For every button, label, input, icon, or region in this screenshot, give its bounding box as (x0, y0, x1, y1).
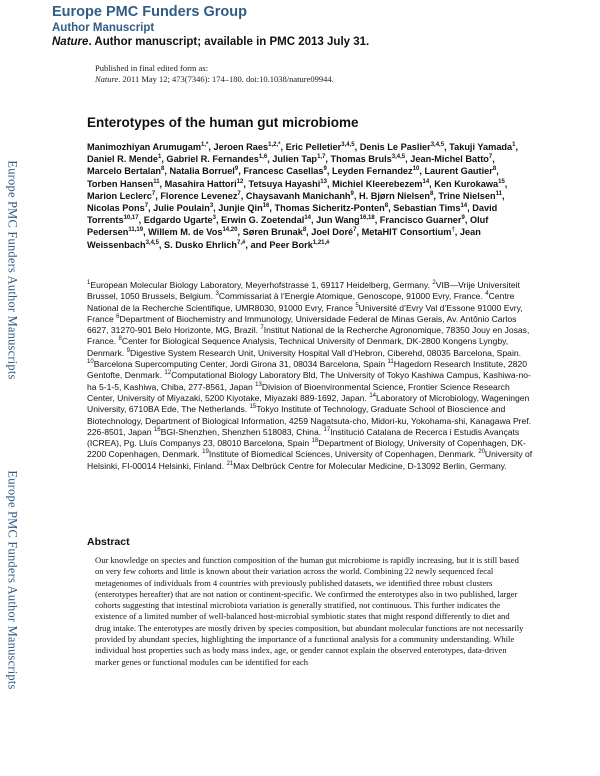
published-journal: Nature (95, 74, 119, 84)
author: Edgardo Ugarte$^3$ (143, 215, 216, 226)
author: S. Dusko Ehrlich$^{7,\#}$ (164, 239, 246, 250)
author: David Torrents$^{10,17}$ (87, 203, 498, 226)
author: Søren Brunak$^8$ (242, 227, 307, 238)
author: Jean-Michel Batto$^7$ (410, 154, 493, 165)
abstract-heading: Abstract (87, 536, 130, 548)
affiliation: $^{19}$Institute of Biomedical Sciences, University of Copenhagen, Denmark. (202, 449, 479, 460)
affiliation: $^1$European Molecular Biology Laboratory, Meyerhofstrasse 1, 69117 Heidelberg, Germany. (87, 280, 433, 290)
affiliation: $^7$Institut National de la Recherche Agronomique, 78350 Jouy en Josas, France. (87, 325, 530, 347)
author-list: Manimozhiyan Arumugam$^{1,*}$, Jeroen Raes$^{1,2,*}$, Eric Pelletier$^{3,4,5}$, Denis Le Paslier$^{3,4,5}$, Takuji Yamada$^1$, Daniel R. Mende$^1$, Gabriel R. Fernandes$^{1,6}$, Julien Tap$^{1,7}$, Thomas Bruls$^{3,4,5}$, Jean-Michel Batto$^7$, Marcelo Bertalan$^8$, Natalia Borruel$^9$, Francesc Casellas$^9$, Leyden Fernandez$^{10}$, Laurent Gautier$^8$, Torben Hansen$^{11}$, Masahira Hattori$^{12}$, Tetsuya Hayashi$^{13}$, Michiel Kleerebezem$^{14}$, Ken Kurokawa$^{15}$, Marion Leclerc$^7$, Florence Levenez$^7$, Chaysavanh Manichanh$^9$, H. Bjørn Nielsen$^8$, Trine Nielsen$^{11}$, Nicolas Pons$^7$, Julie Poulain$^3$, Junjie Qin$^{16}$, Thomas Sicheritz-Ponten$^8$, Sebastian Tims$^{14}$, David Torrents$^{10,17}$, Edgardo Ugarte$^3$, Erwin G. Zoetendal$^{14}$, Jun Wang$^{16,18}$, Francisco Guarner$^9$, Oluf Pedersen$^{11,19}$, Willem M. de Vos$^{14,20}$, Søren Brunak$^8$, Joel Doré$^7$, MetaHIT Consortium†, Jean Weissenbach$^{3,4,5}$, S. Dusko Ehrlich$^{7,\#}$, and Peer Bork$^{1,21,\#}$ (87, 141, 519, 250)
author: Masahira Hattori$^{12}$ (164, 178, 244, 189)
affiliation: $^{15}$Tokyo Institute of Technology, Graduate School of Bioscience and Biotechnology, Department of Biological Information, 4259 Nagatsuta-cho, Midori-ku, Yokohama-shi, Kanagawa Pref. 226-8501, Japan (87, 404, 532, 437)
affiliations (87, 280, 535, 472)
sidebar-label-bottom: Europe PMC Funders Author Manuscripts (5, 470, 20, 690)
author: Tetsuya Hayashi$^{13}$ (248, 178, 327, 189)
author-manuscript-label: Author Manuscript (52, 22, 155, 34)
author: Eric Pelletier$^{3,4,5}$ (285, 141, 355, 152)
affiliation: $^{20}$University of Helsinki, FI-00014 Helsinki, Finland. (87, 449, 533, 471)
author: Trine Nielsen$^{11}$ (438, 190, 502, 201)
affiliation: $^{17}$Institució Catalana de Recerca i Estudis Avançats (ICREA), Pg. Lluís Companys 23, 08010 Barcelona, Spain (87, 426, 520, 449)
author: MetaHIT Consortium† (361, 227, 455, 238)
author: Julien Tap$^{1,7}$ (272, 154, 326, 165)
author: Gabriel R. Fernandes$^{1,6}$ (166, 154, 268, 165)
author: Francesc Casellas$^9$ (243, 166, 327, 177)
affiliation: $^{21}$Max Delbrück Centre for Molecular Medicine, D-13092 Berlin, Germany. (226, 460, 507, 471)
affiliation: $^{18}$Department of Biology, University of Copenhagen, DK-2200 Copenhagen, Denmark. (87, 438, 526, 460)
author: Peer Bork$^{1,21,\#}$ (269, 239, 330, 250)
paper-title: Enterotypes of the human gut microbiome (87, 115, 359, 130)
author: Jun Wang$^{16,18}$ (316, 215, 375, 226)
author: Michiel Kleerebezem$^{14}$ (332, 178, 430, 189)
affiliation: $^{12}$Computational Biology Laboratory Bld, The University of Tokyo Kashiwa Campus, Kashiwa-no-ha 5-1-5, Kashiwa, Chiba, 277-8561, Japan (87, 370, 531, 392)
funders-group: Europe PMC Funders Group (52, 4, 247, 20)
author: Marcelo Bertalan$^8$ (87, 166, 165, 177)
availability-note: Nature. Author manuscript; available in PMC 2013 July 31. (52, 36, 370, 48)
author: H. Bjørn Nielsen$^8$ (359, 190, 434, 201)
affiliation: $^8$Center for Biological Sequence Analysis, Technical University of Denmark, DK-2800 Kongens Lyngby, Denmark. (87, 336, 509, 358)
author: Torben Hansen$^{11}$ (87, 178, 160, 189)
author: Leyden Fernandez$^{10}$ (331, 166, 420, 177)
affiliation: $^{11}$Hagedorn Research Institute, 2820 Gentofte, Denmark. (87, 359, 528, 381)
affiliation: $^9$Digestive System Research Unit, University Hospital Vall d’Hebron, Ciberehd, 08035 Barcelona, Spain. (126, 347, 522, 358)
abstract-text: Our knowledge on species and function composition of the human gut microbiome is rapidly increasing, but it is still based on very few cohorts and little is known about their variation across the world. Combining 22 newly sequenced fecal metagenomes of individuals from 4 countries with previously published datasets, we identified three robust clusters (enterotypes hereafter) that are not nation or continent-specific. We confirmed the enterotypes also in two published, larger cohorts suggesting that intestinal microbiota variation is generally stratified, not continuous. This further indicates the existence of a limited number of well-balanced host-microbial symbiotic states that might respond differently to diet and drug intake. The enterotypes are mostly driven by species composition, but abundant molecular functions are not necessarily provided by abundant species, highlighting the importance of a functional analysis for a community understanding. While individual host properties such as body mass index, age, or gender cannot explain the observed enterotypes, data-driven marker genes or functional modules can be identified for each (95, 555, 524, 667)
affiliation: $^{10}$Barcelona Supercomputing Center, Jordi Girona 31, 08034 Barcelona, Spain (87, 359, 388, 370)
author: Laurent Gautier$^8$ (424, 166, 497, 177)
published-citation: . 2011 May 12; 473(7346): 174–180. doi:10.1038/nature09944. (118, 74, 334, 84)
author: Marion Leclerc$^7$ (87, 190, 156, 201)
author: Nicolas Pons$^7$ (87, 202, 149, 214)
author: Natalia Borruel$^9$ (169, 166, 239, 177)
affiliation: $^6$Department of Biochemistry and Immunology, Universidade Federal de Minas Gerais, Av. Antônio Carlos 6627, 31270-901 Belo Horizonte, MG, Brazil. (87, 313, 517, 336)
author: Erwin G. Zoetendal$^{14}$ (221, 215, 311, 226)
author: Sebastian Tims$^{14}$ (393, 202, 468, 214)
author: Joel Doré$^7$ (311, 227, 357, 238)
author: Ken Kurokawa$^{15}$ (434, 178, 505, 189)
author: Takuji Yamada$^1$ (449, 141, 516, 152)
affiliation: $^5$Université d’Evry Val d’Essone 91000 Evry, France (87, 302, 523, 324)
author: Daniel R. Mende$^1$ (87, 154, 162, 165)
author: Denis Le Paslier$^{3,4,5}$ (359, 141, 445, 152)
author: Thomas Bruls$^{3,4,5}$ (330, 154, 406, 165)
author: Jean Weissenbach$^{3,4,5}$ (87, 227, 481, 250)
journal-name: Nature (52, 36, 89, 48)
published-info: Published in final edited form as: Nature. 2011 May 12; 473(7346): 174–180. doi:10.1038/nature09944. (95, 63, 334, 84)
affiliation: $^4$Centre National de la Recherche Scientifique, UMR8030, 91000 Evry, France (87, 291, 515, 313)
sidebar-label-top: Europe PMC Funders Author Manuscripts (5, 160, 20, 380)
author: Willem M. de Vos$^{14,20}$ (148, 227, 238, 238)
author: Julie Poulain$^3$ (153, 202, 214, 214)
author: Jeroen Raes$^{1,2,*}$ (213, 141, 281, 152)
affiliation: $^3$Commissariat à l’Energie Atomique, Genoscope, 91000 Evry, France. (215, 291, 486, 302)
affiliation: $^{14}$Laboratory of Microbiology, Wageningen University, 6710BA Ede, The Netherlands. (87, 392, 530, 415)
author: Florence Levenez$^7$ (160, 190, 241, 201)
affiliation: $^{13}$Division of Bioenvironmental Science, Frontier Science Research Center, University of Miyazaki, 5200 Kiyotake, Miyazaki 889-1692, Japan. (87, 381, 510, 403)
author: Oluf Pedersen$^{11,19}$ (87, 215, 489, 238)
page-header (52, 4, 369, 50)
author: Manimozhiyan Arumugam$^{1,*}$ (87, 141, 209, 152)
author: Junjie Qin$^{16}$ (218, 202, 270, 214)
author: Francisco Guarner$^9$ (379, 215, 465, 226)
author: Thomas Sicheritz-Ponten$^8$ (274, 202, 389, 214)
affiliation: $^2$VIB—Vrije Universiteit Brussel, 1050 Brussels, Belgium. (87, 280, 520, 302)
author: Chaysavanh Manichanh$^9$ (245, 190, 354, 201)
affiliation: $^{16}$BGI-Shenzhen, Shenzhen 518083, China. (153, 426, 324, 437)
